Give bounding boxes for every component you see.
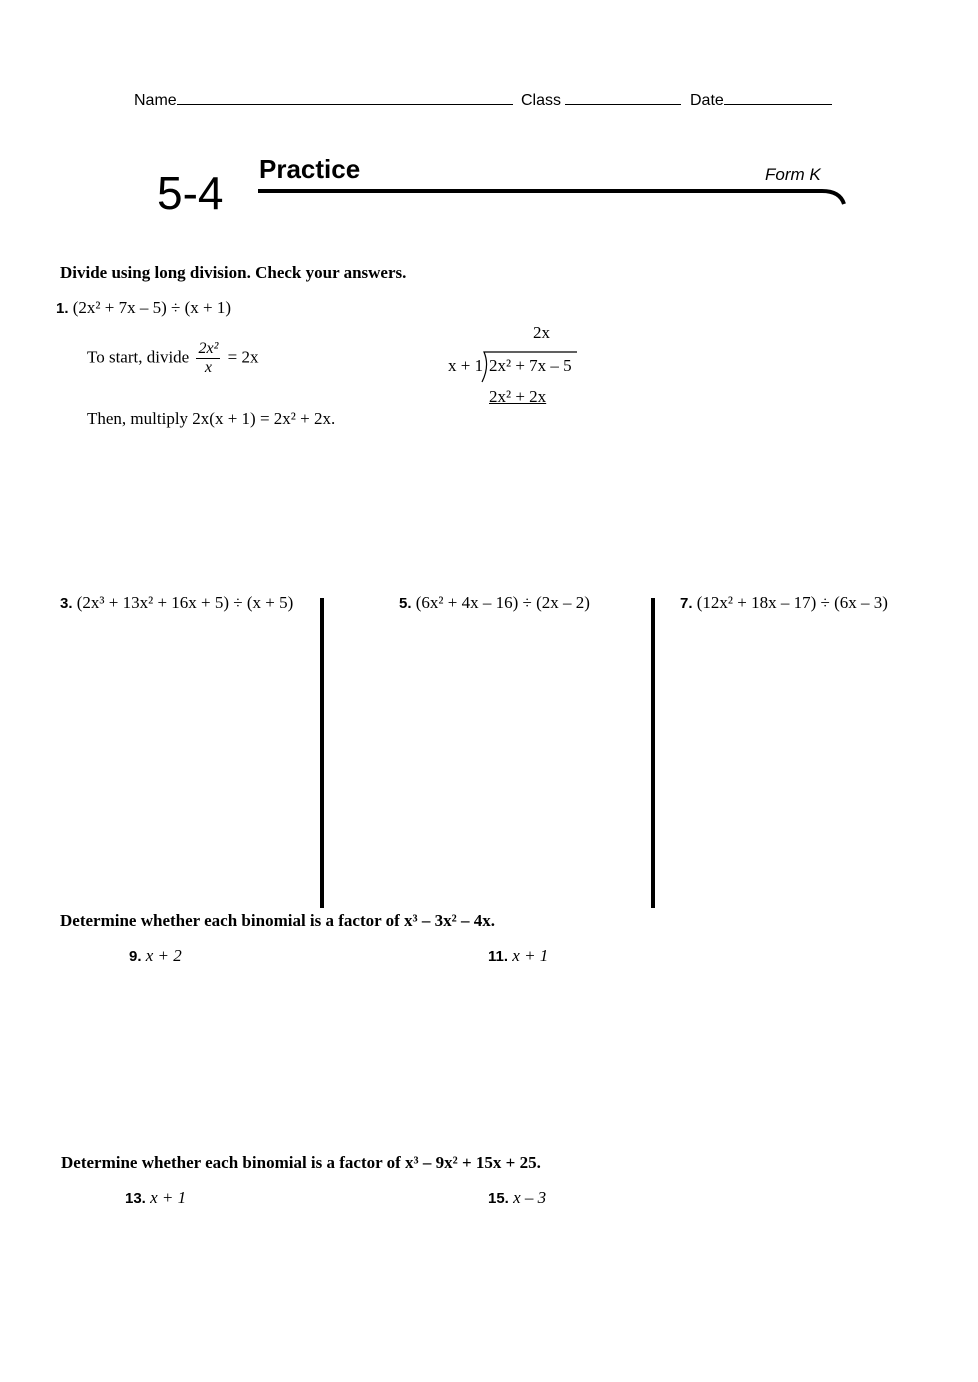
section3-instruction: Determine whether each binomial is a factor of x³ – 9x² + 15x + 25. [61,1153,541,1172]
class-field-row [521,88,681,110]
problem-13 [125,1188,186,1208]
problem-5 [399,593,590,613]
problem-7 [680,593,888,613]
long-division-divisor: x + 1 [448,356,484,375]
problem-11-number: 11. [488,948,509,965]
problem-9-number: 9. [129,948,142,965]
problem-15-expression: x – 3 [513,1188,547,1207]
name-blank[interactable] [177,88,513,105]
column-divider-right [651,598,655,908]
hint-start-text: To start, divide [87,347,190,367]
long-division-dividend: 2x² + 7x – 5 [489,356,572,375]
problem-15 [488,1188,546,1208]
problem-5-expression: (6x² + 4x – 16) ÷ (2x – 2) [415,593,590,612]
problem-9 [129,946,182,966]
fraction-numerator: 2x² [198,340,219,357]
problem-13-expression: x + 1 [150,1188,187,1207]
problem-1 [56,298,231,318]
problem-11-expression: x + 1 [512,946,549,965]
problem-3-expression: (2x³ + 13x² + 16x + 5) ÷ (x + 5) [76,593,294,612]
date-blank[interactable] [724,88,832,105]
page-title: Practice [259,154,361,184]
form-label: Form K [765,165,821,184]
class-label: Class [521,92,562,109]
problem-9-expression: x + 2 [145,946,182,965]
hint-fraction [196,340,220,377]
lesson-number: 5-4 [157,167,224,219]
long-division-subtract-line: 2x² + 2x [489,387,547,406]
problem-1-number: 1. [56,300,69,317]
section1-instruction: Divide using long division. Check your answers. [60,263,407,282]
problem-7-number: 7. [680,595,693,612]
problem-7-expression: (12x² + 18x – 17) ÷ (6x – 3) [696,593,888,612]
problem-13-number: 13. [125,1190,146,1207]
problem-15-number: 15. [488,1190,509,1207]
date-field-row [690,88,832,110]
problem-3 [60,593,293,613]
problem-1-hint-multiply: Then, multiply 2x(x + 1) = 2x² + 2x. [87,409,336,428]
name-label: Name [134,92,177,109]
problem-1-expression: (2x² + 7x – 5) ÷ (x + 1) [72,298,232,317]
name-field-row [134,88,513,110]
problem-1-hint-start [87,340,258,377]
section2-instruction: Determine whether each binomial is a factor of x³ – 3x² – 4x. [60,911,495,930]
fraction-result: = 2x [227,347,259,367]
problem-11 [488,946,548,966]
problem-5-number: 5. [399,595,412,612]
long-division-quotient: 2x [533,323,550,342]
column-divider-left [320,598,324,908]
date-label: Date [690,92,724,109]
problem-3-number: 3. [60,595,73,612]
class-blank[interactable] [565,88,681,105]
title-rule [256,186,848,210]
fraction-denominator: x [204,359,212,376]
